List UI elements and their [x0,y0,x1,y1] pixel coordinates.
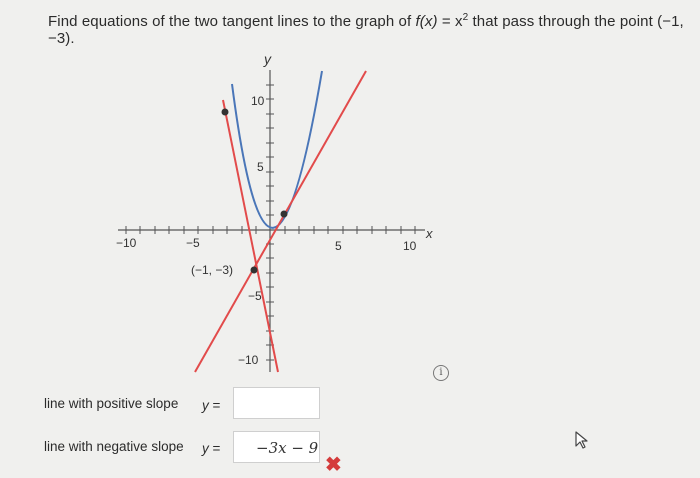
external-point [251,267,258,274]
negative-slope-label: line with negative slope [44,439,184,454]
negative-slope-equation [202,441,220,456]
negative-slope-var: y [202,441,209,456]
tick-label-x-10: 10 [403,239,417,253]
tick-label-y-neg10: −10 [238,353,259,367]
tangent-line-positive [195,71,366,372]
question-func: f(x) [415,13,438,30]
positive-slope-label: line with positive slope [44,396,179,411]
tick-label-x-5: 5 [335,239,342,253]
negative-slope-sign: = [212,441,221,456]
question-suffix: that pass through the point (−1, −3). [48,13,684,47]
negative-slope-answer-input[interactable]: −3x − 9 [233,431,320,463]
info-icon[interactable] [433,365,449,381]
tick-label-y-10: 10 [251,94,265,108]
positive-slope-var: y [202,398,209,413]
tick-label-y-neg5: −5 [248,289,262,303]
positive-slope-equation [202,398,220,413]
positive-slope-sign: = [212,398,221,413]
tangent-point-left [222,109,229,116]
tick-label-x-neg10: −10 [116,236,137,250]
cursor-icon [574,430,590,450]
tangent-point-right [281,211,288,218]
question-eq: = x [437,13,463,30]
tick-label-x-neg5: −5 [186,236,200,250]
parabola-curve [232,71,322,228]
tick-label-y-5: 5 [257,160,264,174]
positive-slope-answer-input[interactable] [233,387,320,419]
point-label: (−1, −3) [191,263,234,277]
question-exponent: 2 [462,12,469,23]
info-symbol: i [439,367,443,378]
x-axis-label: x [426,226,433,241]
x-mark-icon: ✖ [325,454,342,476]
y-axis-label: y [264,51,271,67]
question-prefix: Find equations of the two tangent lines to the graph of [48,13,416,30]
